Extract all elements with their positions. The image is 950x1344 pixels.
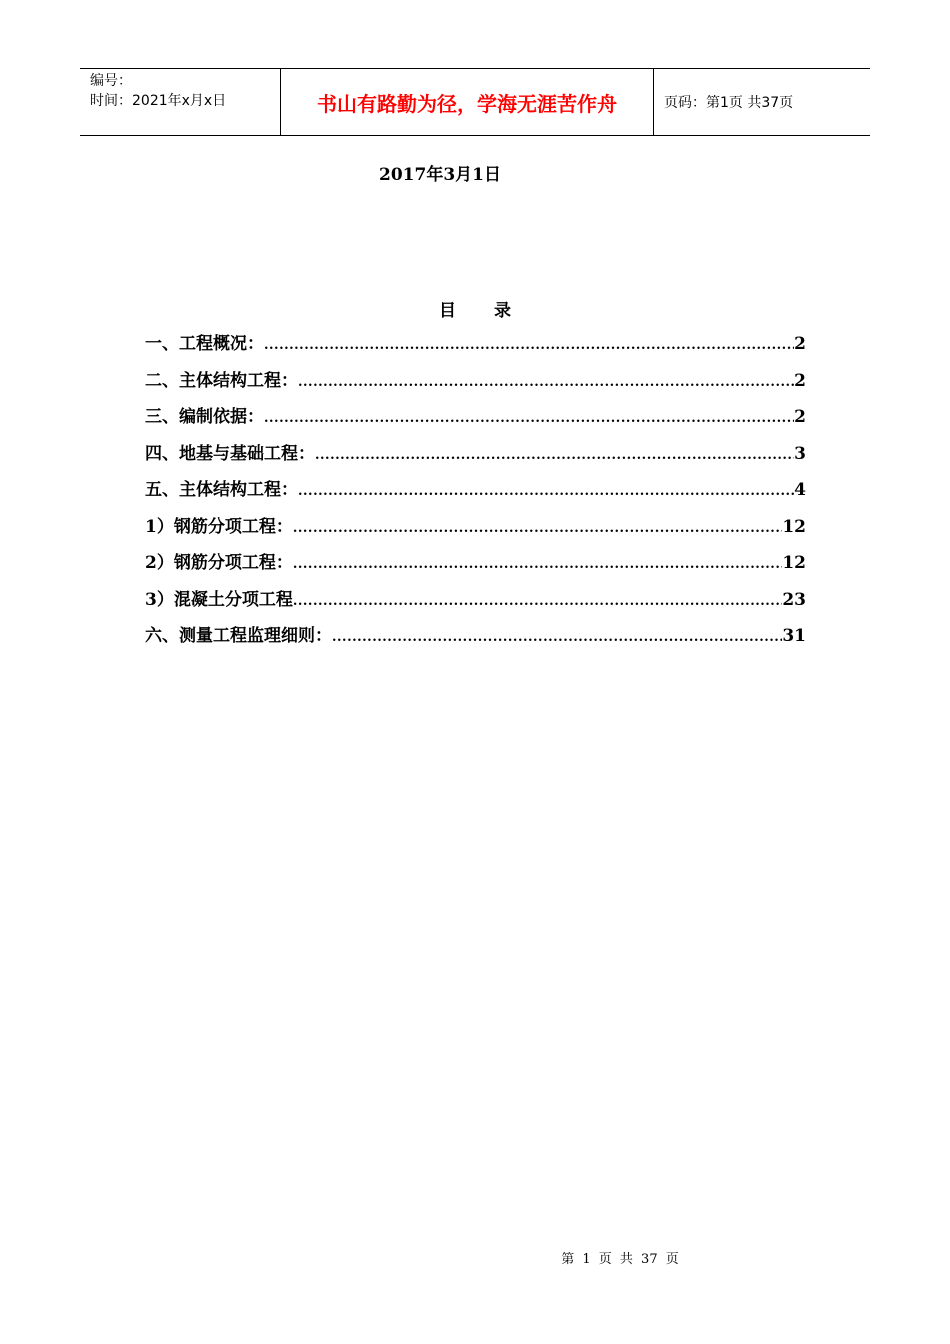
table-of-contents <box>145 330 806 659</box>
toc-entry-page: 2 <box>794 407 806 427</box>
toc-leader-dots <box>298 369 794 397</box>
toc-leader-dots <box>293 515 782 543</box>
toc-leader-dots <box>293 551 782 579</box>
toc-entry-label: 2）钢筋分项工程： <box>145 553 293 573</box>
toc-entry[interactable] <box>145 476 806 513</box>
toc-entry-label: 一、工程概况： <box>145 334 264 354</box>
toc-title: 目录 <box>439 301 549 321</box>
toc-leader-dots <box>293 588 782 616</box>
toc-entry-page: 2 <box>794 370 806 391</box>
toc-entry-label: 四、地基与基础工程： <box>145 443 315 464</box>
header-meta-cell <box>80 69 281 135</box>
toc-entry[interactable] <box>145 440 806 477</box>
toc-entry-label: 3）混凝土分项工程 <box>145 589 293 610</box>
toc-entry-label: 五、主体结构工程： <box>145 480 298 500</box>
toc-entry[interactable] <box>145 622 806 659</box>
toc-entry-page: 4 <box>794 480 806 500</box>
toc-leader-dots <box>332 624 782 652</box>
toc-entry-label: 1）钢筋分项工程： <box>145 516 293 537</box>
toc-entry[interactable] <box>145 586 806 623</box>
header-page-info: 页码：第1页 共37页 <box>664 95 794 111</box>
toc-entry[interactable] <box>145 330 806 367</box>
toc-entry-label: 二、主体结构工程： <box>145 370 298 391</box>
toc-entry-label: 六、测量工程监理细则： <box>145 626 332 646</box>
document-header <box>80 68 870 136</box>
toc-entry[interactable] <box>145 403 806 440</box>
page-footer: 第 1 页 共 37 页 <box>561 1252 679 1267</box>
toc-entry[interactable] <box>145 367 806 404</box>
document-time-label: 时间：2021年x月x日 <box>90 93 227 109</box>
toc-leader-dots <box>298 478 794 506</box>
toc-entry[interactable] <box>145 549 806 586</box>
document-number-label: 编号： <box>90 73 132 89</box>
toc-entry-page: 2 <box>794 334 806 354</box>
toc-entry-page: 23 <box>782 589 806 610</box>
toc-entry-page: 12 <box>782 553 806 573</box>
toc-entry-page: 12 <box>782 516 806 537</box>
toc-entry-page: 3 <box>794 443 806 464</box>
toc-leader-dots <box>315 442 794 470</box>
toc-leader-dots <box>264 405 794 433</box>
toc-entry-page: 31 <box>782 626 806 646</box>
toc-entry-label: 三、编制依据： <box>145 407 264 427</box>
document-date: 2017年3月1日 <box>379 165 501 185</box>
toc-leader-dots <box>264 332 794 360</box>
toc-entry[interactable] <box>145 513 806 550</box>
header-motto: 书山有路勤为径，学海无涯苦作舟 <box>281 69 654 135</box>
